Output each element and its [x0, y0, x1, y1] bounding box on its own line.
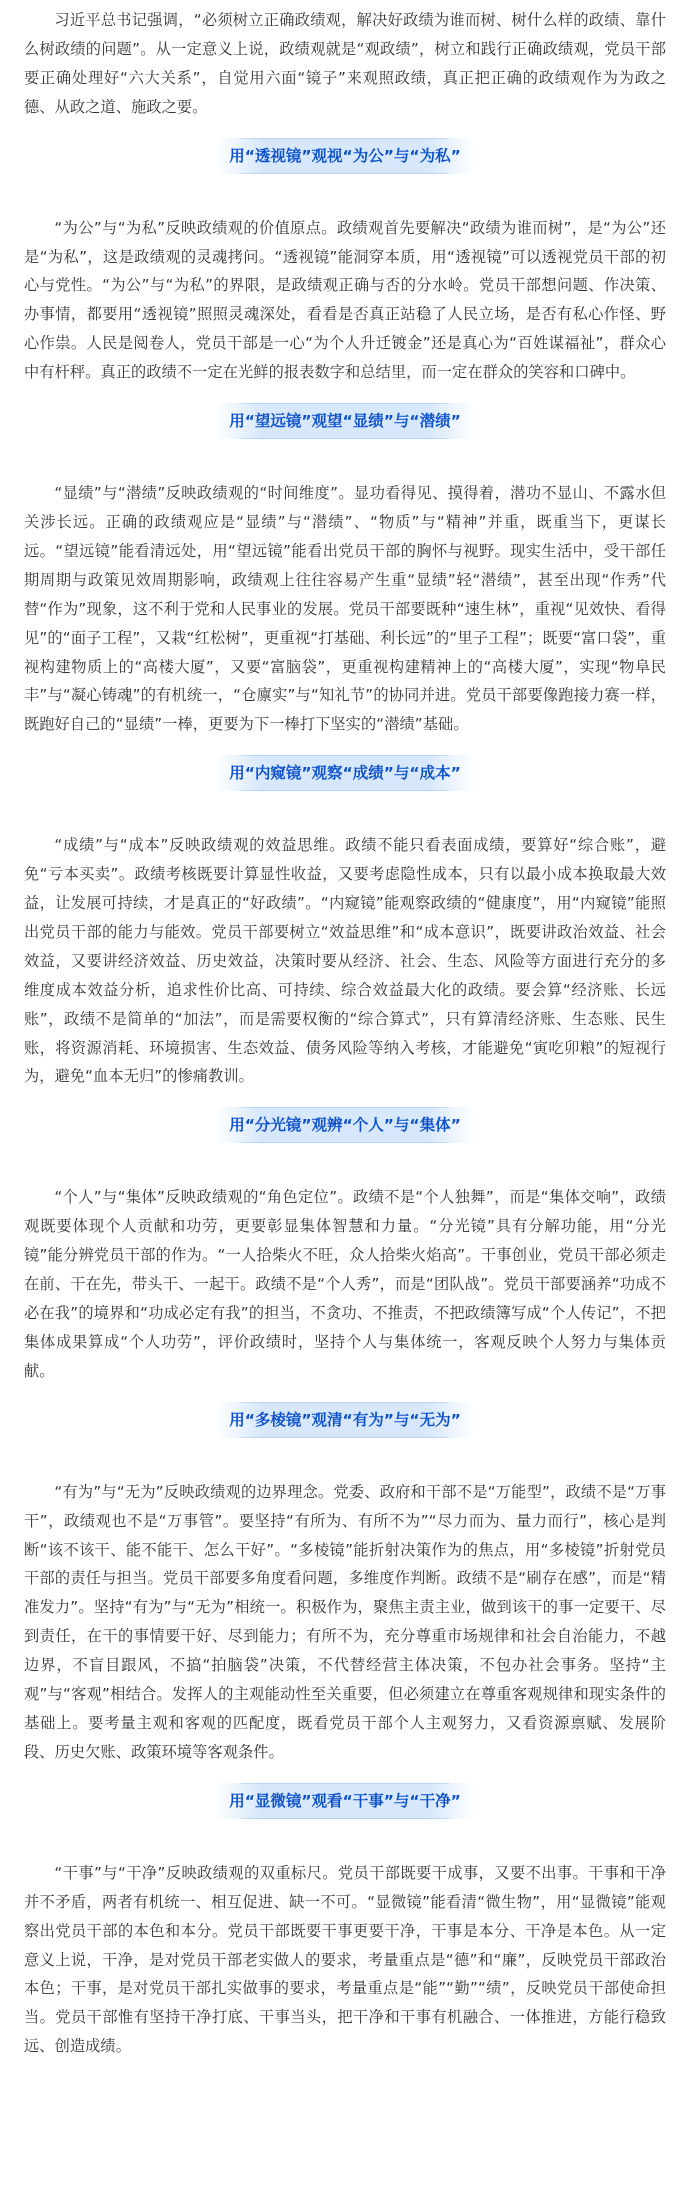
section-microscope: [24, 1783, 666, 2061]
section-paragraph: “干事”与“干净”反映政绩观的双重标尺。党员干部既要干成事，又要不出事。干事和干净并不矛盾，两者有机统一、相互促进、缺一不可。“显微镜”能看清“微生物”，用“显微镜”能观察出党员干部的本色和本分。党员干部既要干事更要干净，干事是本分、干净是本色。从一定意义上说，干净，是对党员干部老实做人的要求，考量重点是“德”和“廉”，反映党员干部政治本色；干事，是对党员干部扎实做事的要求，考量重点是“能”“勤”“绩”，反映党员干部使命担当。党员干部惟有坚持干净打底、干事当头，把干净和干事有机融合、一体推进，方能行稳致远、创造成绩。: [24, 1863, 666, 2056]
section-heading: 用“显微镜”观看“干事”与“干净”: [215, 1783, 475, 1819]
section-heading-wrap: [24, 138, 666, 174]
section-heading-wrap: [24, 1402, 666, 1438]
section-heading: 用“分光镜”观辨“个人”与“集体”: [215, 1107, 475, 1143]
section-heading-wrap: [24, 1107, 666, 1143]
intro-paragraph: 习近平总书记强调，“必须树立正确政绩观，解决好政绩为谁而树、树什么样的政绩、靠什么树政绩的问题”。从一定意义上说，政绩观就是“观政绩”，树立和践行正确政绩观，党员干部要正确处理好“六大关系”，自觉用六面“镜子”来观照政绩，真正把正确的政绩观作为为政之德、从政之道、施政之要。: [24, 11, 666, 116]
section-endoscope: [24, 755, 666, 1091]
section-transparent-mirror: [24, 138, 666, 387]
section-paragraph: “成绩”与“成本”反映政绩观的效益思维。政绩不能只看表面成绩，要算好“综合账”，避免“亏本买卖”。政绩考核既要计算显性收益，又要考虑隐性成本，只有以最小成本换取最大效益，让发展可持续，才是真正的“好政绩”。“内窥镜”能观察政绩的“健康度”，用“内窥镜”能照出党员干部的能力与能效。党员干部要树立“效益思维”和“成本意识”，既要讲政治效益、社会效益，又要讲经济效益、历史效益，决策时要从经济、社会、生态、风险等方面进行充分的多维度成本效益分析，追求性价比高、可持续、综合效益最大化的政绩。要会算“经济账、长远账”，政绩不是简单的“加法”，而是需要权衡的“综合算式”，只有算清经济账、生态账、民生账，将资源消耗、环境损害、生态效益、债务风险等纳入考核，才能避免“寅吃卯粮”的短视行为，避免“血本无归”的惨痛教训。: [24, 836, 666, 1086]
section-spectroscope: [24, 1107, 666, 1385]
section-heading-wrap: [24, 1783, 666, 1819]
section-paragraph: “个人”与“集体”反映政绩观的“角色定位”。政绩不是“个人独舞”，而是“集体交响”，政绩观既要体现个人贡献和功劳，更要彰显集体智慧和力量。“分光镜”具有分解功能，用“分光镜”能分辨党员干部的作为。“一人拾柴火不旺，众人拾柴火焰高”。干事创业，党员干部必须走在前、干在先，带头干、一起干。政绩不是“个人秀”，而是“团队战”。党员干部要涵养“功成不必在我”的境界和“功成必定有我”的担当，不贪功、不推责，不把政绩簿写成“个人传记”，不把集体成果算成“个人功劳”，评价政绩时，坚持个人与集体统一，客观反映个人努力与集体贡献。: [24, 1188, 666, 1380]
section-heading: 用“透视镜”观视“为公”与“为私”: [215, 138, 475, 174]
section-heading: 用“多棱镜”观清“有为”与“无为”: [215, 1402, 475, 1438]
section-paragraph: “有为”与“无为”反映政绩观的边界理念。党委、政府和干部不是“万能型”，政绩不是“万事干”，政绩观也不是“万事管”。要坚持“有所为、有所不为”“尽力而为、量力而行”，核心是判断“该不该干、能不能干、怎么干好”。“多棱镜”能折射决策作为的焦点，用“多棱镜”折射党员干部的责任与担当。党员干部要多角度看问题，多维度作判断。政绩不是“刷存在感”，而是“精准发力”。坚持“有为”与“无为”相统一。积极作为，聚焦主责主业，做到该干的事一定要干、尽到责任，在干的事情要干好、尽到能力；有所不为，充分尊重市场规律和社会自治能力，不越边界，不盲目跟风，不搞“拍脑袋”决策，不代替经营主体决策，不包办社会事务。坚持“主观”与“客观”相结合。发挥人的主观能动性至关重要，但必须建立在尊重客观规律和现实条件的基础上。要考量主观和客观的匹配度，既看党员干部个人主观努力，又看资源禀赋、发展阶段、历史欠账、政策环境等客观条件。: [24, 1482, 666, 1761]
section-heading-wrap: [24, 403, 666, 439]
section-prism: [24, 1402, 666, 1767]
section-paragraph: “为公”与“为私”反映政绩观的价值原点。政绩观首先要解决“政绩为谁而树”，是“为公”还是“为私”，这是政绩观的灵魂拷问。“透视镜”能洞穿本质，用“透视镜”可以透视党员干部的初心与党性。“为公”与“为私”的界限，是政绩观正确与否的分水岭。党员干部想问题、作决策、办事情，都要用“透视镜”照照灵魂深处，看看是否真正站稳了人民立场，是否有私心作怪、野心作祟。人民是阅卷人，党员干部是一心“为个人升迁镀金”还是真心为“百姓谋福祉”，群众心中有杆秤。真正的政绩不一定在光鲜的报表数字和总结里，而一定在群众的笑容和口碑中。: [24, 218, 666, 382]
section-heading: 用“望远镜”观望“显绩”与“潜绩”: [215, 403, 475, 439]
section-heading: 用“内窥镜”观察“成绩”与“成本”: [215, 755, 475, 791]
section-paragraph: “显绩”与“潜绩”反映政绩观的“时间维度”。显功看得见、摸得着，潜功不显山、不露水但关涉长远。正确的政绩观应是“显绩”与“潜绩”、“物质”与“精神”并重，既重当下，更谋长远。“望远镜”能看清远处，用“望远镜”能看出党员干部的胸怀与视野。现实生活中，受干部任期周期与政策见效周期影响，政绩观上往往容易产生重“显绩”轻“潜绩”，甚至出现“作秀”代替“作为”现象，这不利于党和人民事业的发展。党员干部要既种“速生林”，重视“见效快、看得见”的“面子工程”，又栽“红松树”，更重视“打基础、利长远”的“里子工程”；既要“富口袋”，重视构建物质上的“高楼大厦”，又要“富脑袋”，更重视构建精神上的“高楼大厦”，实现“物阜民丰”与“凝心铸魂”的有机统一，“仓廪实”与“知礼节”的协同并进。党员干部要像跑接力赛一样，既跑好自己的“显绩”一棒，更要为下一棒打下坚实的“潜绩”基础。: [24, 484, 666, 734]
section-heading-wrap: [24, 755, 666, 791]
section-telescope: [24, 403, 666, 739]
